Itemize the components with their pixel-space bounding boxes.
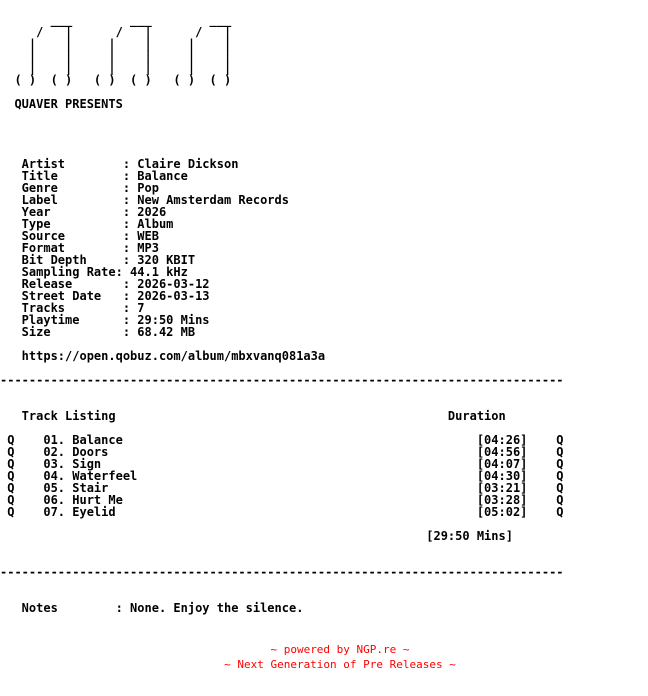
nfo-line <box>0 386 564 398</box>
nfo-line <box>0 110 564 122</box>
info-tracks: Tracks : 7 <box>0 301 145 315</box>
notes-line: Notes : None. Enjoy the silence. <box>0 601 304 615</box>
info-format: Format : MP3 <box>0 241 159 255</box>
info-playtime: Playtime : 29:50 Mins <box>0 313 210 327</box>
info-title: Title : Balance <box>0 169 188 183</box>
footer-powered-by: ~ powered by NGP.re ~ <box>270 643 410 656</box>
presenter-title: QUAVER PRESENTS <box>0 97 123 111</box>
nfo-line <box>0 134 564 146</box>
total-duration: [29:50 Mins] <box>0 529 513 543</box>
track-row: Q 01. Balance [04:26] Q <box>0 433 564 447</box>
info-sampling-rate: Sampling Rate: 44.1 kHz <box>0 265 188 279</box>
info-bit-depth: Bit Depth : 320 KBIT <box>0 253 196 267</box>
ascii-logo-line: | | | | | | <box>0 61 232 75</box>
info-type: Type : Album <box>0 217 174 231</box>
info-label: Label : New Amsterdam Records <box>0 193 289 207</box>
info-source: Source : WEB <box>0 229 159 243</box>
footer <box>0 642 648 672</box>
info-artist: Artist : Claire Dickson <box>0 157 239 171</box>
album-url: https://open.qobuz.com/album/mbxvanq081a3a <box>0 349 326 363</box>
track-row: Q 07. Eyelid [05:02] Q <box>0 505 564 519</box>
track-row: Q 06. Hurt Me [03:28] Q <box>0 493 564 507</box>
track-row: Q 02. Doors [04:56] Q <box>0 445 564 459</box>
ascii-logo-line: | | | | | | <box>0 49 232 63</box>
nfo-text <box>0 2 564 614</box>
track-row: Q 03. Sign [04:07] Q <box>0 457 564 471</box>
info-street-date: Street Date : 2026-03-13 <box>0 289 210 303</box>
ascii-logo-line: | | | | | | <box>0 37 232 51</box>
ascii-logo-line: ( ) ( ) ( ) ( ) ( ) ( ) <box>0 73 232 87</box>
nfo-line <box>0 542 564 554</box>
nfo-line <box>0 122 564 134</box>
info-year: Year : 2026 <box>0 205 167 219</box>
footer-tagline: ~ Next Generation of Pre Releases ~ <box>224 658 456 671</box>
divider: ------------------------------------------------------------------------------ <box>0 565 564 579</box>
nfo-line <box>0 578 564 590</box>
track-row: Q 05. Stair [03:21] Q <box>0 481 564 495</box>
track-listing-header: Track Listing Duration <box>0 409 506 423</box>
info-size: Size : 68.42 MB <box>0 325 196 339</box>
divider: ------------------------------------------------------------------------------ <box>0 373 564 387</box>
ascii-logo-line: ___ ___ ___ <box>0 13 232 27</box>
track-row: Q 04. Waterfeel [04:30] Q <box>0 469 564 483</box>
ascii-logo-line: / | / | / | <box>0 25 232 39</box>
info-genre: Genre : Pop <box>0 181 159 195</box>
info-release: Release : 2026-03-12 <box>0 277 210 291</box>
